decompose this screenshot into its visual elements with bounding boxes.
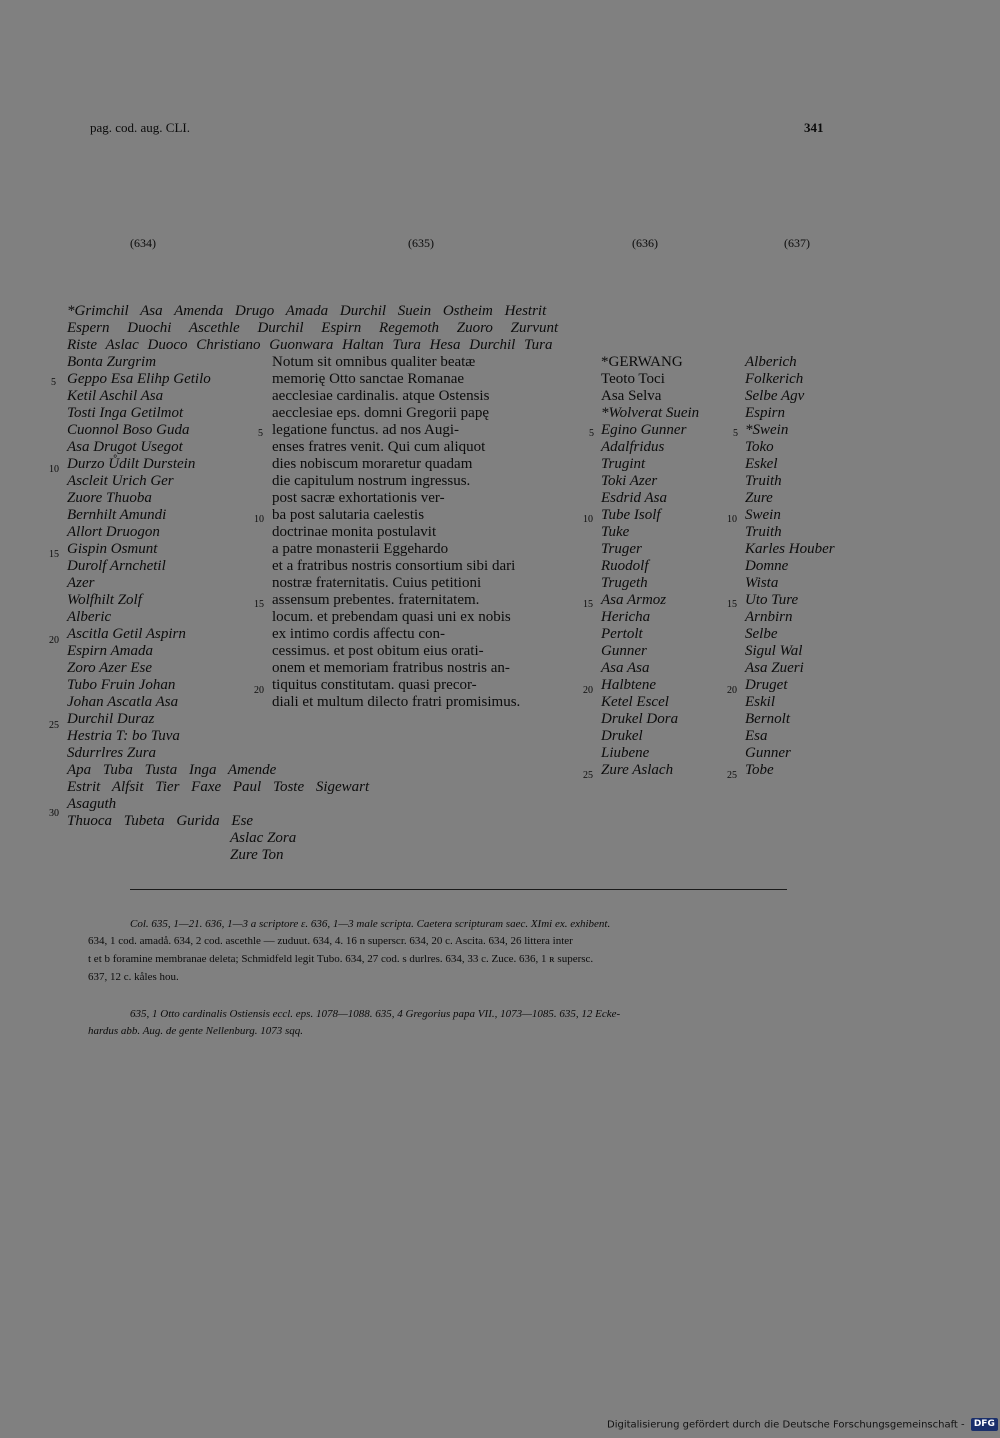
col637-line: Truith (745, 473, 782, 489)
col635-line: ex intimo cordis affectu con- (272, 626, 445, 642)
column-number-636: (636) (632, 236, 658, 250)
col637-line: Folkerich (745, 371, 804, 387)
col637-line: Selbe (745, 626, 778, 642)
col634-line: Thuoca Tubeta Gurida Ese (67, 813, 254, 829)
col636-line: Toki Azer (601, 473, 658, 489)
line-number-634-15: 15 (49, 549, 59, 560)
col635-line: tiquitus constitutam. quasi precor- (272, 677, 477, 693)
col636-line: *GERWANG (601, 354, 683, 370)
col636-line: Hericha (601, 609, 651, 625)
footnote-line: 635, 1 Otto cardinalis Ostiensis eccl. eps. 1078—1088. 635, 4 Gregorius papa VII., 1073—1085. 635, 12 Ecke- (130, 1008, 621, 1020)
col634-line: Bonta Zurgrim (67, 354, 157, 370)
col635-line: locum. et prebendam quasi uni ex nobis (272, 609, 511, 625)
col635-line: ba post salutaria caelestis (272, 507, 425, 523)
col636-line: Esdrid Asa (601, 490, 667, 506)
col636-line: Trugeth (601, 575, 648, 591)
col636-line: Zure Aslach (601, 762, 674, 778)
col634-line: Wolfhilt Zolf (67, 592, 142, 608)
col636-line: Truger (601, 541, 642, 557)
col636-line: *Wolverat Suein (601, 405, 700, 421)
col637-line: Druget (745, 677, 788, 693)
col636-line: Ruodolf (601, 558, 649, 574)
col634-line: Asaguth (67, 796, 117, 812)
line-number-637-25: 25 (727, 770, 737, 781)
col636-line: Teoto Toci (601, 371, 665, 387)
col634-line: Zuore Thuoba (67, 490, 152, 506)
col637-line: Esa (745, 728, 768, 744)
line-number-634-30: 30 (49, 808, 59, 819)
col637-line: Truith (745, 524, 782, 540)
col634-line: Sdurrlres Zura (67, 745, 157, 761)
col637-line: Bernolt (745, 711, 790, 727)
col636-line: Tube Isolf (601, 507, 661, 523)
col634-line: Bernhilt Amundi (67, 507, 167, 523)
line-number-634-10: 10 (49, 464, 59, 475)
line-number-634-25: 25 (49, 720, 59, 731)
col636-line: Drukel Dora (601, 711, 679, 727)
col636-line: Asa Asa (601, 660, 650, 676)
line-number-635-10: 10 (254, 514, 264, 525)
col636-line: Tuke (601, 524, 630, 540)
line-number-635-20: 20 (254, 685, 264, 696)
col634-line: Apa Tuba Tusta Inga Amende (67, 762, 277, 778)
column-number-634: (634) (130, 236, 156, 250)
col637-line: Asa Zueri (745, 660, 804, 676)
col637-line: Toko (745, 439, 774, 455)
col637-line: Domne (745, 558, 789, 574)
col635-line: legatione functus. ad nos Augi- (272, 422, 460, 438)
col635-line: Notum sit omnibus qualiter beatæ (272, 354, 476, 370)
col634-line: Durolf Arnchetil (67, 558, 166, 574)
col637-line: Tobe (745, 762, 774, 778)
footnote-line: hardus abb. Aug. de gente Nellenburg. 1073 sqq. (88, 1025, 303, 1037)
col636-line: Drukel (601, 728, 643, 744)
col635-line: doctrinae monita postulavit (272, 524, 437, 540)
col636-line: Asa Armoz (601, 592, 667, 608)
col635-line: memorię Otto sanctae Romanae (272, 371, 465, 387)
col634-line: Ketil Aschil Asa (67, 388, 164, 404)
col637-line: Sigul Wal (745, 643, 803, 659)
col634-line: Allort Druogon (67, 524, 160, 540)
col637-line: Espirn (745, 405, 786, 421)
col637-line: Zure (745, 490, 773, 506)
footnote-line: t et b foramine membranae deleta; Schmidfeld legit Tubo. 634, 27 cod. s durlres. 634, 33 c. Zuce. 636, 1 ʀ supersc. (88, 953, 594, 965)
column-635 (272, 354, 520, 711)
col636-line: Gunner (601, 643, 647, 659)
col634-line: Espirn Amada (67, 643, 153, 659)
col637-line: Eskel (745, 456, 778, 472)
spanning-line-1: *Grimchil Asa Amenda Drugo Amada Durchil Suein Ostheim Hestrit (67, 303, 547, 319)
col636-line: Liubene (601, 745, 650, 761)
line-number-636-25: 25 (583, 770, 593, 781)
col634-line: Tosti Inga Getilmot (67, 405, 184, 421)
column-number-637: (637) (784, 236, 810, 250)
line-number-637-20: 20 (727, 685, 737, 696)
col637-line: *Swein (745, 422, 789, 438)
col637-line: Eskil (745, 694, 775, 710)
line-number-637-15: 15 (727, 599, 737, 610)
footnote-line: 634, 1 cod. amadå. 634, 2 cod. ascethle — zuduut. 634, 4. 16 n superscr. 634, 20 c. Ascita. 634, 26 littera inter (88, 935, 573, 947)
col634-line: Ascleit Urich Ger (67, 473, 174, 489)
col636-line: Pertolt (601, 626, 643, 642)
line-number-636-10: 10 (583, 514, 593, 525)
col637-line: Karles Houber (745, 541, 835, 557)
col636-line: Trugint (601, 456, 646, 472)
col635-line: diali et multum dilecto fratri promisimus. (272, 694, 521, 710)
line-number-634-20: 20 (49, 635, 59, 646)
col637-line: Gunner (745, 745, 791, 761)
col635-line: a patre monasterii Eggehardo (272, 541, 449, 557)
line-number-635-5: 5 (258, 428, 263, 439)
col635-line: et a fratribus nostris consortium sibi dari (272, 558, 516, 574)
col635-line: post sacræ exhortationis ver- (272, 490, 445, 506)
col634-line: Durzo Ůdilt Durstein (67, 456, 196, 472)
col635-line: assensum prebentes. fraternitatem. (272, 592, 480, 608)
col634-line: Zure Ton (230, 847, 284, 863)
col634-line: Estrit Alfsit Tier Faxe Paul Toste Sigewart (67, 779, 370, 795)
col635-line: dies nobiscum moraretur quadam (272, 456, 473, 472)
col637-line: Selbe Agv (745, 388, 805, 404)
col634-line: Azer (67, 575, 95, 591)
spanning-line-2: Espern Duochi Ascethle Durchil Espirn Regemoth Zuoro Zurvunt (67, 320, 559, 336)
col636-line: Ketel Escel (601, 694, 669, 710)
col636-line: Egino Gunner (601, 422, 687, 438)
col634-line: Alberic (67, 609, 112, 625)
col634-line: Asa Drugot Usegot (67, 439, 183, 455)
col634-line: Tubo Fruin Johan (67, 677, 176, 693)
col634-line: Ascitla Getil Aspirn (67, 626, 186, 642)
col634-line: Johan Ascatla Asa (67, 694, 179, 710)
line-number-635-15: 15 (254, 599, 264, 610)
col634-line: Durchil Duraz (67, 711, 155, 727)
col636-line: Asa Selva (601, 388, 662, 404)
col634-line: Gispin Osmunt (67, 541, 158, 557)
col637-line: Wista (745, 575, 779, 591)
dfg-logo: DFG (971, 1418, 998, 1431)
footnote-line: 637, 12 c. kåles hou. (88, 971, 179, 983)
col636-line: Adalfridus (601, 439, 665, 455)
col634-line: Aslac Zora (230, 830, 297, 846)
line-number-634-5: 5 (51, 377, 56, 388)
funding-footer (607, 1418, 998, 1431)
line-number-637-5: 5 (733, 428, 738, 439)
spanning-line-3: Riste Aslac Duoco Christiano Guonwara Haltan Tura Hesa Durchil Tura (67, 337, 553, 353)
line-number-636-5: 5 (589, 428, 594, 439)
page-number: 341 (804, 120, 824, 135)
col637-line: Swein (745, 507, 781, 523)
col637-line: Arnbirn (745, 609, 793, 625)
col634-line: Zoro Azer Ese (67, 660, 153, 676)
col635-line: onem et memoriam fratribus nostris an- (272, 660, 510, 676)
col634-line: Cuonnol Boso Guda (67, 422, 190, 438)
line-number-637-10: 10 (727, 514, 737, 525)
col637-line: Uto Ture (745, 592, 799, 608)
column-637 (745, 354, 835, 779)
col635-line: die capitulum nostrum ingressus. (272, 473, 471, 489)
footnote-line: Col. 635, 1—21. 636, 1—3 a scriptore ɛ. 636, 1—3 male scripta. Caetera scripturam saec. XImi ex. exhibent. (130, 918, 611, 930)
footnote-separator (130, 889, 787, 890)
funding-text: Digitalisierung gefördert durch die Deutsche Forschungsgemeinschaft - (607, 1419, 965, 1431)
column-636 (601, 354, 699, 779)
running-header: pag. cod. aug. CLI. (90, 120, 191, 135)
col634-line: Hestria T: bo Tuva (67, 728, 180, 744)
col635-line: nostræ fraternitatis. Cuius petitioni (272, 575, 482, 591)
line-number-636-15: 15 (583, 599, 593, 610)
col637-line: Alberich (745, 354, 797, 370)
col635-line: aecclesiae cardinalis. atque Ostensis (272, 388, 490, 404)
col636-line: Halbtene (601, 677, 656, 693)
col635-line: cessimus. et post obitum eius orati- (272, 643, 484, 659)
line-number-636-20: 20 (583, 685, 593, 696)
column-number-635: (635) (408, 236, 434, 250)
col635-line: aecclesiae eps. domni Gregorii papę (272, 405, 489, 421)
col634-line: Geppo Esa Elihp Getilo (67, 371, 211, 387)
col635-line: enses fratres venit. Qui cum aliquot (272, 439, 486, 455)
